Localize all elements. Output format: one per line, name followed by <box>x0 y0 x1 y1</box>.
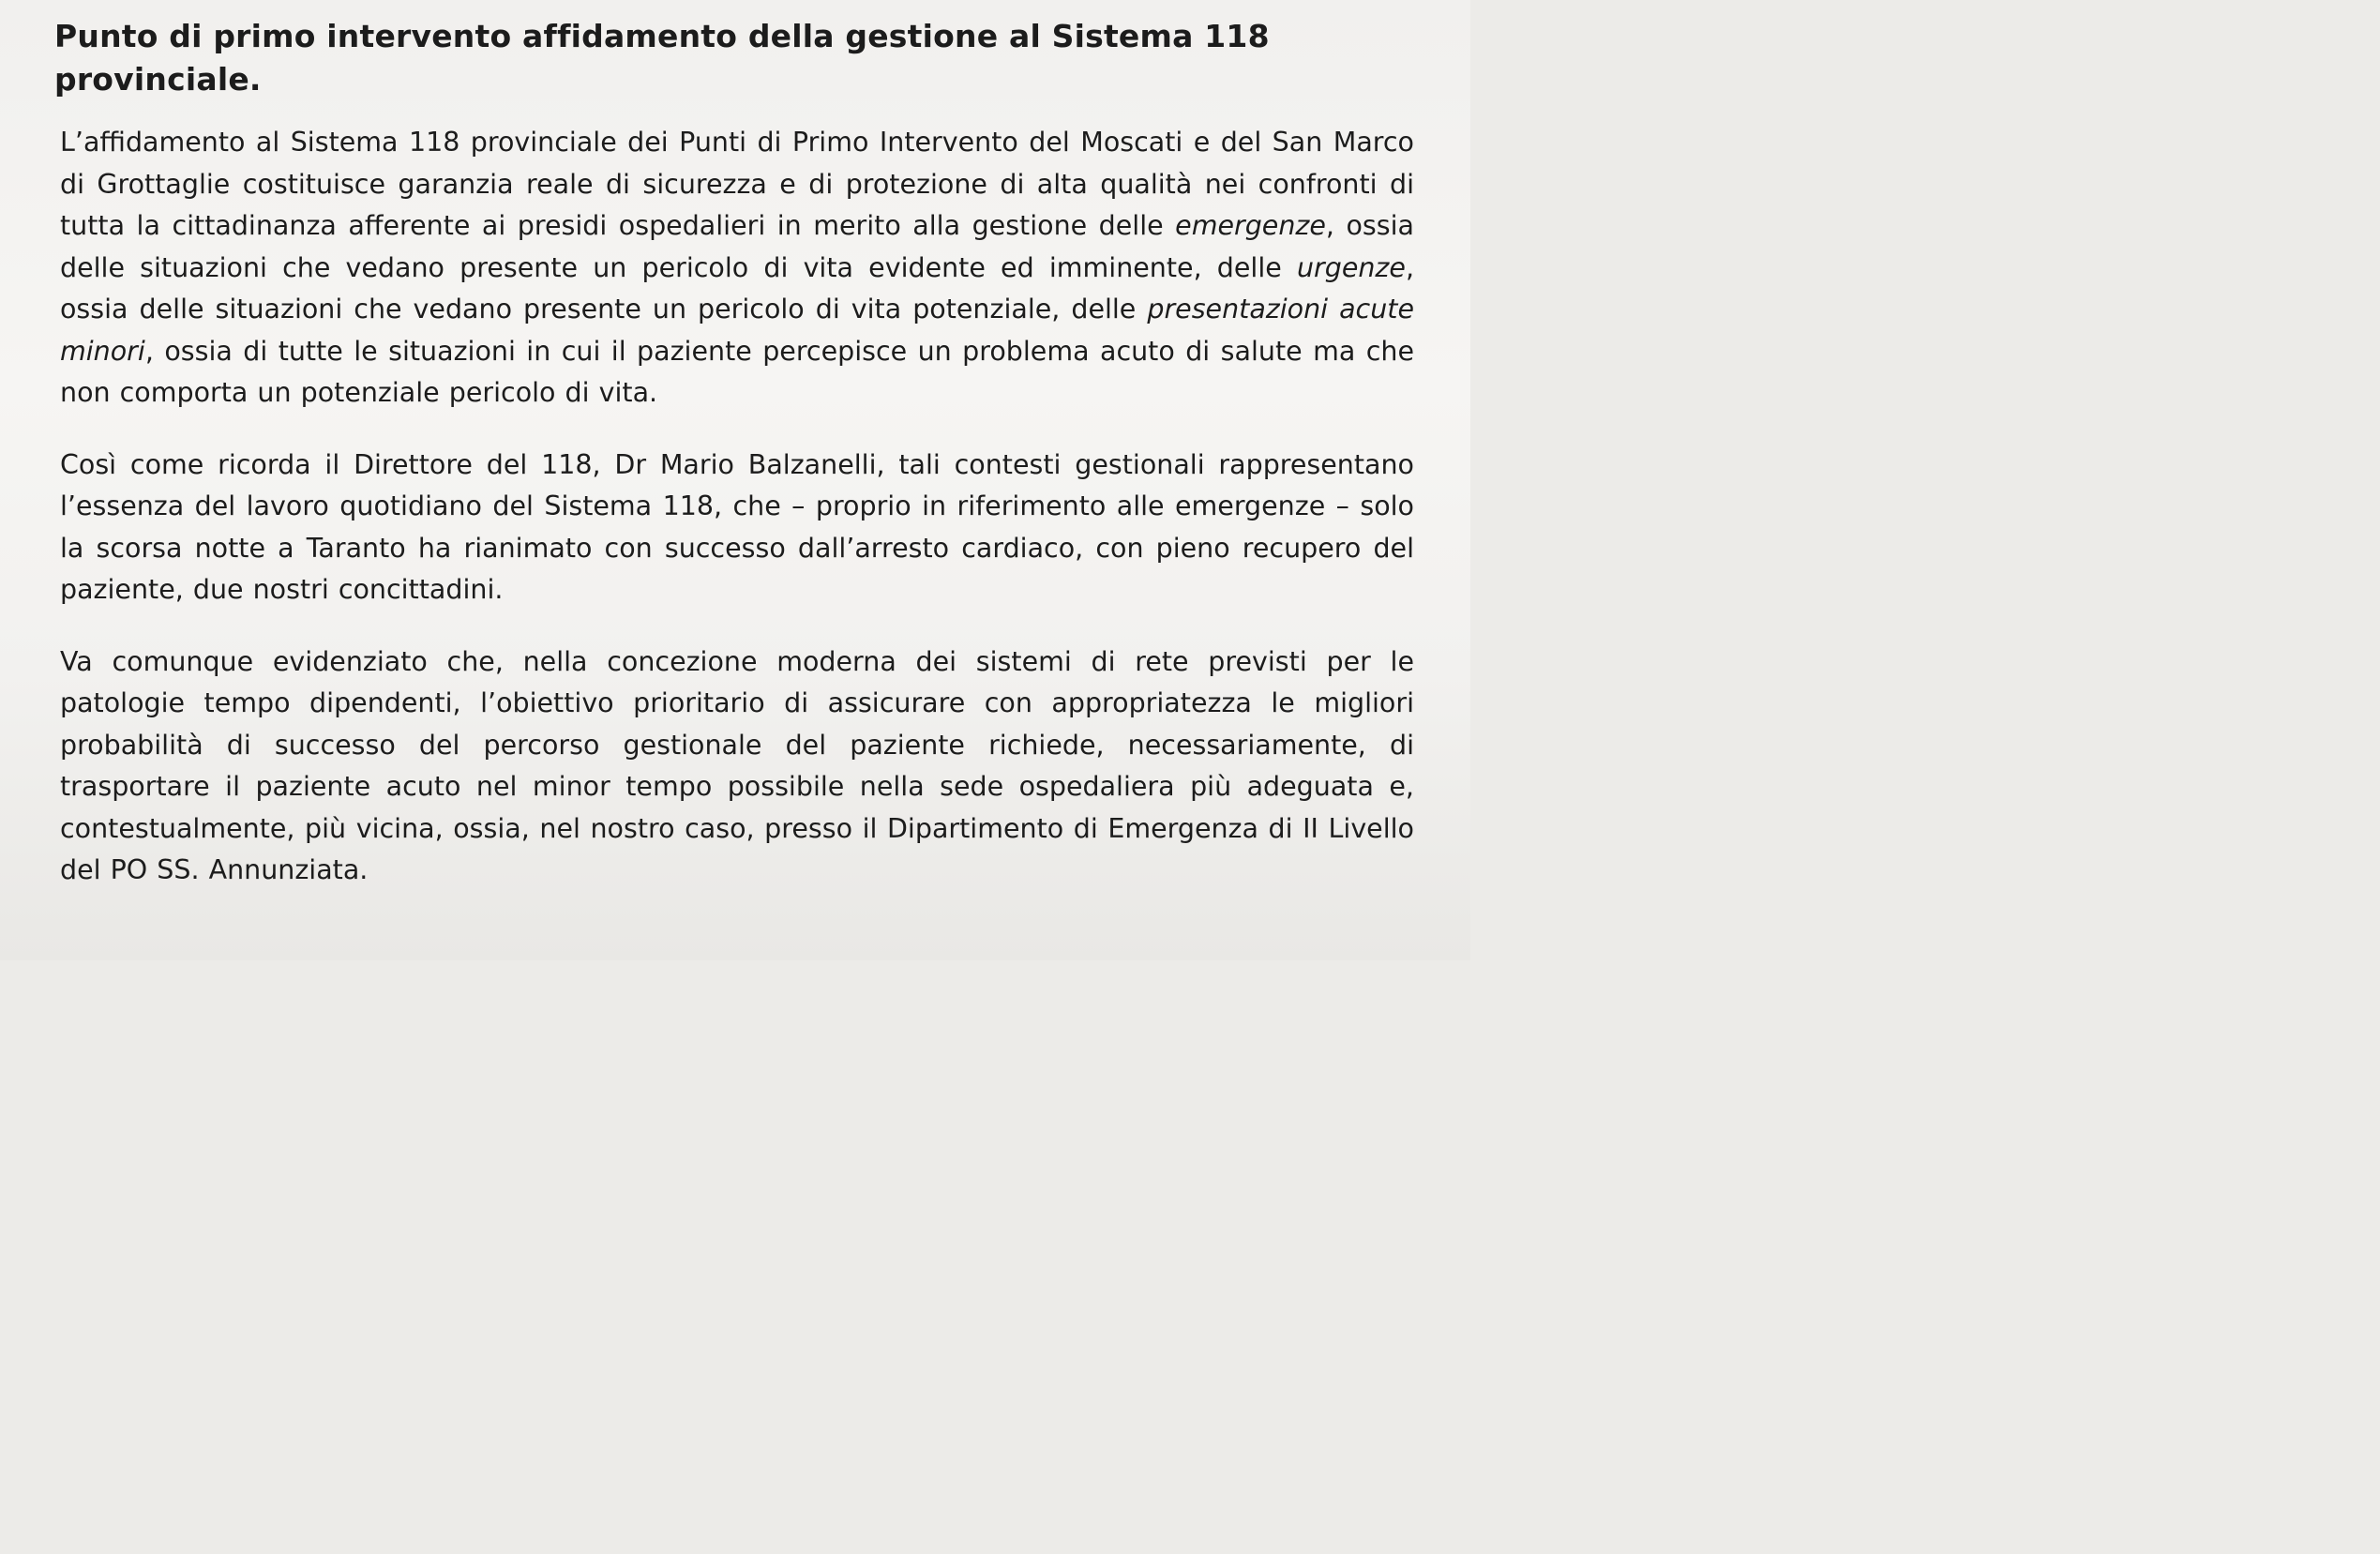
paragraph-1-text-4: , ossia di tutte le situazioni in cui il paziente percepisce un problema acuto di salute ma che non comporta un potenziale pericolo di vita. <box>60 335 1414 408</box>
paragraph-2: Così come ricorda il Direttore del 118, Dr Mario Balzanelli, tali contesti gestionali rappresentano l’essenza del lavoro quotidiano del Sistema 118, che – proprio in riferimento alle emergenze – solo la scorsa notte a Taranto ha rianimato con successo dall’arresto cardiaco, con pieno recupero del paziente, due nostri concittadini. <box>60 448 1414 605</box>
paper-sheet <box>0 0 1470 960</box>
term-urgenze: urgenze <box>1296 251 1406 283</box>
paragraph-1-text-2: , ossia delle situazioni che vedano presente un pericolo di vita evidente ed imminente, delle <box>60 210 1414 283</box>
paragraph-1-text-1: L’affidamento al Sistema 118 provinciale dei Punti di Primo Intervento del Moscati e del San Marco di Grottaglie costituisce garanzia reale di sicurezza e di protezione di alta qualità nei confronti di tutta la cittadinanza afferente ai presidi ospedalieri in merito alla gestione delle <box>60 127 1414 241</box>
paragraph-1 <box>60 122 1414 415</box>
paragraph-3: Va comunque evidenziato che, nella concezione moderna dei sistemi di rete previsti per le patologie tempo dipendenti, l’obiettivo prioritario di assicurare con appropriatezza le migliori probabilità di successo del percorso gestionale del paziente richiede, necessariamente, di trasportare il paziente acuto nel minor tempo possibile nella sede ospedaliera più adeguata e, contestualmente, più vicina, ossia, nel nostro caso, presso il Dipartimento di Emergenza di II Livello del PO SS. Annunziata. <box>60 645 1414 885</box>
term-presentazioni-acute-minori: presentazioni acute minori <box>60 294 1414 367</box>
document-body <box>54 15 1414 922</box>
document-title: Punto di primo intervento affidamento della gestione al Sistema 118 provinciale. <box>54 18 1270 98</box>
paragraph-1-text-3: , ossia delle situazioni che vedano presente un pericolo di vita potenziale, delle <box>60 251 1414 324</box>
term-emergenze: emergenze <box>1175 210 1326 241</box>
